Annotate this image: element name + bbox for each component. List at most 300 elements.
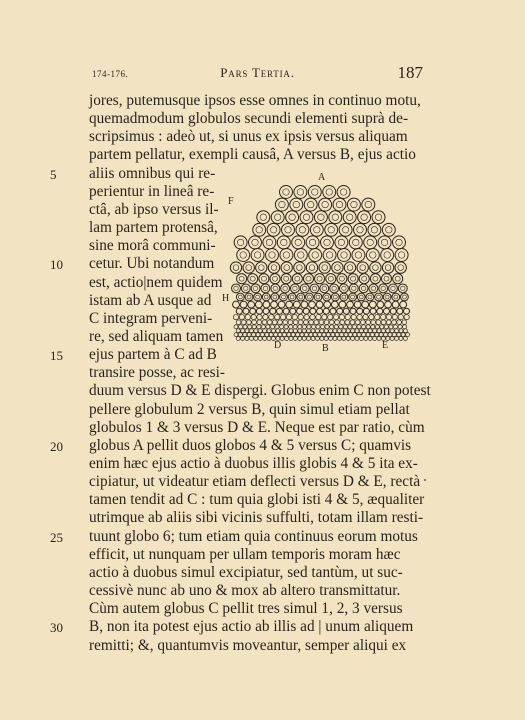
globule [290,198,303,211]
globule [378,236,391,249]
globule [329,337,333,341]
globule-inner [237,239,243,245]
globule [315,274,325,284]
globule [282,333,286,337]
globule [232,284,241,293]
globule [307,337,311,341]
globule [260,333,264,337]
globule [294,186,307,199]
globule [393,325,397,329]
globule [354,223,367,236]
globule [344,333,348,337]
globule [272,320,277,325]
globule [329,320,334,325]
globule [247,320,252,325]
globule-inner [394,295,398,299]
globule-inner [365,201,371,207]
globule-inner [328,276,333,281]
globule [351,337,355,341]
globule [237,274,247,284]
globule-inner [340,189,346,195]
globule [239,314,244,319]
globule-inner [273,286,277,290]
globule [249,337,253,341]
globule [296,333,300,337]
globule [390,308,396,314]
globule [397,320,402,325]
globule [370,308,376,314]
globule [237,249,250,262]
globule [350,308,356,314]
globule [306,236,319,249]
globule [373,337,377,341]
globule [324,337,328,341]
globule [399,337,403,341]
globule [362,325,366,329]
globule-inner [332,214,338,220]
globule-inner [352,286,356,290]
globule [371,320,376,325]
globule [329,211,342,224]
globule [292,236,305,249]
text-line: remitti; &, quantumvis moveantur, semper aliqui ex [89,636,407,654]
globule-inner [351,201,357,207]
globule-inner [312,286,316,290]
line-number: 20 [50,438,63,454]
globule [323,249,336,262]
globule [349,284,358,293]
globule [248,301,255,308]
globule [316,301,323,308]
globule [386,314,391,319]
globule-inner [385,295,389,299]
text-line: utrimque ab aliis sibi vicinis suffulti, totam illam resti- [89,509,424,527]
globule-inner [360,265,366,271]
globule [313,333,317,337]
globule [401,293,409,301]
globule [340,293,348,301]
globule [320,329,324,333]
globule [362,198,375,211]
globule [340,333,344,337]
running-head [92,64,423,82]
globule-inner [312,252,318,258]
globule [390,329,394,333]
globule [262,293,270,301]
text-line: efficit, ut nunquam per ullam temporis moram hæc [89,545,401,563]
globule [304,314,309,319]
globule [254,293,262,301]
globule [380,325,384,329]
globule-inner [377,295,381,299]
globule [352,249,365,262]
globule [238,333,242,337]
globule-inner [266,239,272,245]
globule-inner [312,189,318,195]
globule [278,301,285,308]
globule [267,223,280,236]
globule [243,325,247,329]
text-line: istam ab A usque ad [89,291,212,309]
text-line: tamen tendit ad C : tum quia globi isti 4 & 5, æqualiter [89,491,425,509]
globule-inner [373,265,379,271]
globule [311,337,315,341]
globule [403,337,407,341]
globule [355,337,359,341]
globule [344,262,355,273]
globule [368,329,372,333]
globule [278,320,283,325]
globule [283,308,289,314]
globule [337,337,341,341]
globule [377,337,381,341]
globule-inner [381,286,385,290]
section-range: 174-176. [92,69,129,79]
globule [286,211,299,224]
globule [274,333,278,337]
globule [241,329,245,333]
globule-inner [238,295,242,299]
globule [392,314,397,319]
globule-inner [246,265,252,271]
globule [230,262,241,273]
globule [310,308,316,314]
globule [289,329,293,333]
text-line: B, non ita potest ejus actio ab illis ad | unum aliquem [89,618,414,636]
globule [245,337,249,341]
globule-inner [381,239,387,245]
globule-inner [322,286,326,290]
globule [316,314,321,319]
globule [329,329,333,333]
globule [324,320,329,325]
text-line: ctâ, ab ipso versus il- [89,200,219,218]
globule-inner [316,295,320,299]
globule [307,325,311,329]
globule-inner [284,265,290,271]
globule [275,314,280,319]
globule [339,314,344,319]
globule-inner [252,239,258,245]
globule-inner [332,286,336,290]
globule [288,293,296,301]
globule [324,301,331,308]
globule [251,314,256,319]
globule [382,223,395,236]
globule [301,301,308,308]
globule [250,308,256,314]
globule [392,293,400,301]
globule [261,325,265,329]
text-line: globus A pellit duos globos 4 & 5 versus C; quamvis [89,436,412,454]
figure-label-b: B [322,343,329,354]
globule [366,320,371,325]
globule [401,333,405,337]
globule [373,329,377,333]
globule [251,249,264,262]
globule [302,325,306,329]
globule [319,262,330,273]
globule-inner [244,286,248,290]
globule [296,308,302,314]
globule [395,329,399,333]
globule [320,337,324,341]
globule [383,293,391,301]
globule-inner [264,295,268,299]
globule [281,274,291,284]
globule [314,211,327,224]
globule [375,314,380,319]
globule [393,236,406,249]
globule [347,301,354,308]
globule [243,333,247,337]
globule [368,223,381,236]
globule [339,325,343,329]
globule [276,329,280,333]
globule [309,333,313,337]
globule [303,308,309,314]
text-line: enim hæc ejus actio à duobus illis globis 4 & 5 ita ex- [89,455,418,472]
globule [266,325,270,329]
globule-inner [270,227,276,233]
globule [354,301,361,308]
globule-inner [342,286,346,290]
globule [323,186,336,199]
globule-inner [234,286,238,290]
globule-inner [395,276,400,281]
globule [380,314,385,319]
globule [278,333,282,337]
text-line: quemadmodum globulos secundi elementi suprà de- [89,110,409,128]
globule [379,284,388,293]
globule [241,320,246,325]
globule-inner [402,295,406,299]
globule-inner [295,276,300,281]
globule [267,337,271,341]
globule [386,320,391,325]
text-line: perientur in lineâ re- [89,182,215,200]
globule [371,325,375,329]
globule [376,320,381,325]
globule [298,314,303,319]
globule [326,333,330,337]
globule [309,301,316,308]
globule [363,314,368,319]
globule [263,308,269,314]
globule [252,325,256,329]
globule [375,325,379,329]
globule-inner [401,286,405,290]
globule-inner [314,227,320,233]
globule [252,333,256,337]
globule [355,320,360,325]
text-line: C integram perveni- [89,309,213,327]
globule [314,293,322,301]
globule-inner [336,201,342,207]
figure-label-f: F [228,196,234,207]
globule [334,325,338,329]
globule [309,249,322,262]
globule [377,301,384,308]
globule [384,333,388,337]
globule [306,262,317,273]
globule [245,293,253,301]
globule [322,314,327,319]
globule [369,301,376,308]
globule [251,284,260,293]
figure-label-e: E [382,340,389,351]
globule-inner [283,189,289,195]
globule-inner [295,239,301,245]
globule [254,329,258,333]
globule [252,320,257,325]
globule [348,333,352,337]
globule [294,262,305,273]
globule [280,249,293,262]
globule [302,329,306,333]
globule [263,337,267,341]
globule-inner [240,252,246,258]
globule [392,333,396,337]
globule [233,301,240,308]
globule-inner [351,295,355,299]
globule [403,308,409,314]
globule [319,320,324,325]
globule [291,333,295,337]
globule-inner [284,276,289,281]
globule [245,329,249,333]
globule [292,274,302,284]
line-number: 15 [50,348,63,364]
globule [298,337,302,341]
text-line: est, actio|nem quidem [89,273,223,291]
globule [303,274,313,284]
globule [359,284,368,293]
globule [261,284,270,293]
globule-inner [258,265,264,271]
globule-inner [322,265,328,271]
globule [311,325,315,329]
globule [257,211,270,224]
globule [385,301,392,308]
globule [379,333,383,337]
globule [399,329,403,333]
globule-figure [222,168,426,358]
globule-inner [353,239,359,245]
globule [271,211,284,224]
globule-inner [307,201,313,207]
globule [257,325,261,329]
globule [339,301,346,308]
globule-inner [317,276,322,281]
globule [263,329,267,333]
globule [357,325,361,329]
globule-inner [298,252,304,258]
globule [339,223,352,236]
globule [349,293,357,301]
globule [300,211,313,224]
globule [243,262,254,273]
globule [298,325,302,329]
globule [403,329,407,333]
globule-inner [342,227,348,233]
globule [403,325,407,329]
globule [297,293,305,301]
globule-inner [293,201,299,207]
globule [366,333,370,337]
globule [275,325,279,329]
globule-inner [260,214,266,220]
globule-inner [239,276,244,281]
globule [311,329,315,333]
globule [404,314,409,319]
globule-inner [285,227,291,233]
globule [325,325,329,329]
globule-inner [256,227,262,233]
globule-inner [384,276,389,281]
globule-inner [279,201,285,207]
text-line: aliis omnibus qui re- [89,164,216,182]
globule [236,329,240,333]
globule [317,308,323,314]
globule [293,301,300,308]
globule-inner [351,276,356,281]
globule [397,308,403,314]
globule [355,329,359,333]
globule [353,333,357,337]
globule [316,325,320,329]
text-line: scripsimus : adeò ut, si unus ex ipsis versus aliquam [89,128,408,146]
globule [351,314,356,319]
globule [284,325,288,329]
text-line: duum versus D & E dispergi. Globus enim C non potest [89,382,431,400]
globule [248,274,258,284]
globule [270,274,280,284]
globule [258,337,262,341]
globule [315,337,319,341]
globule [357,314,362,319]
globule [320,284,329,293]
globule [386,329,390,333]
globule [345,320,350,325]
globule-inner [233,265,239,271]
globule-inner [347,265,353,271]
globule-inner [391,286,395,290]
globule [333,198,346,211]
globule-inner [370,252,376,258]
globule [310,223,323,236]
globule-inner [361,214,367,220]
line-number: 5 [50,166,57,182]
globule [348,325,352,329]
globule [269,333,273,337]
globule [263,301,270,308]
globule [331,293,339,301]
globule [349,236,362,249]
globule-inner [322,201,328,207]
globule [293,329,297,333]
globule-inner [263,286,267,290]
globule [357,333,361,337]
figure-label-h: H [222,293,230,304]
globule [331,301,338,308]
globule [366,293,374,301]
globule [364,329,368,333]
globule [281,284,290,293]
globule [328,314,333,319]
globule [263,236,276,249]
globule [240,301,247,308]
